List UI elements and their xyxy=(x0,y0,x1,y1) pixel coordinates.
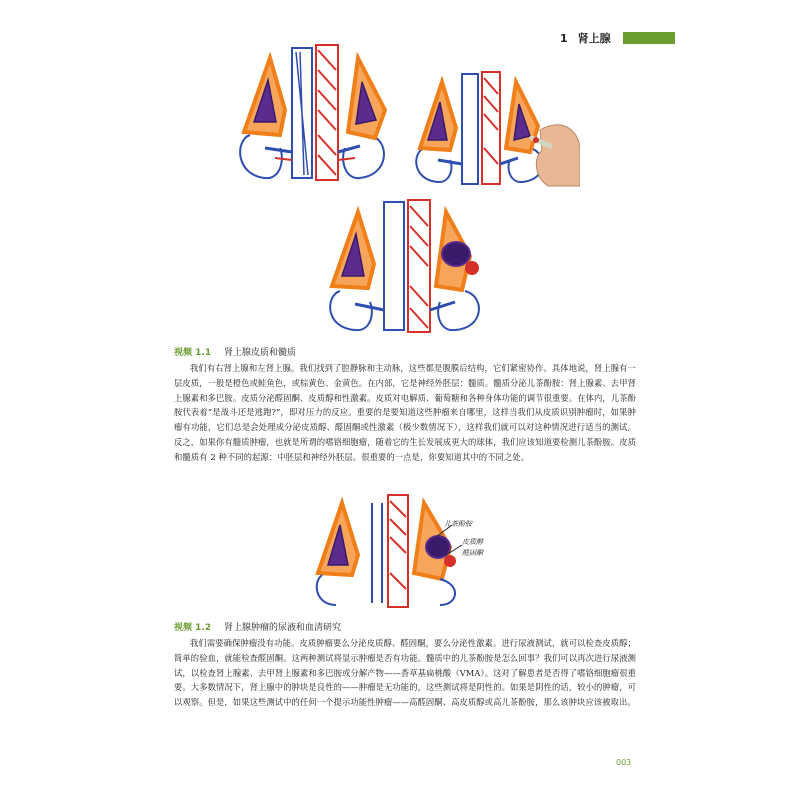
video-2-heading xyxy=(174,621,341,635)
adrenal-drawing-overview xyxy=(230,40,395,186)
chapter-accent-bar xyxy=(623,32,675,44)
video-1-title: 肾上腺皮质和髓质 xyxy=(223,348,296,358)
video-2-label: 视频 1.2 xyxy=(174,623,212,633)
adrenal-drawing-with-hand xyxy=(410,68,580,188)
adrenal-drawing-with-tumor xyxy=(320,196,490,336)
video-1-body: 我们有右肾上腺和左肾上腺。我们找到了腔静脉和主动脉，这些都是腹膜后结构，它们紧密协作。具体地说，肾上腺有一层皮质，一般是橙色或鲑鱼色，或棕黄色、金黄色。在内部，它是神经外胚层：髓质。髓质分泌儿茶酚胺：肾上腺素、去甲肾上腺素和多巴胺。皮质分泌醛固酮、皮质醇和性激素。皮质对电解质、葡萄糖和各种身体功能的调节很重要。在体内，儿茶酚胺代表着“是战斗还是逃跑?”，即对压力的反应。重要的是要知道这些肿瘤来自哪里，这样当我们从皮质识别肿瘤时，如果肿瘤有功能，它们总是会处理成分泌皮质醇、醛固酮或性激素（极少数情况下），这样我们就可以对这种情况进行适当的测试。反之，如果你有髓质肿瘤，也就是所谓的嗜铬细胞瘤，随着它的生长发展成更大的球体，我们应该知道要检测儿茶酚胺。皮质和髓质有 2 种不同的起源：中胚层和神经外胚层。很重要的一点是，你要知道其中的不同之处。 xyxy=(174,363,636,462)
video-1-heading xyxy=(174,346,296,360)
adrenal-drawing-labeled xyxy=(312,493,518,608)
label-cortisol-2: 醛固酮 xyxy=(462,549,483,557)
page-number: 003 xyxy=(616,758,632,767)
label-catecholamine: 儿茶酚胺 xyxy=(444,520,472,528)
chapter-title: 肾上腺 xyxy=(577,32,611,45)
video-1-label: 视频 1.1 xyxy=(174,348,212,358)
chapter-header xyxy=(560,30,675,46)
chapter-number: 1 xyxy=(560,31,568,45)
video-2-body: 我们需要确保肿瘤没有功能。皮质肿瘤要么分泌皮质醇、醛固酮，要么分泌性激素。进行尿液测试，就可以检查皮质醇；简单的验血，就能检查醛固酮。这两种测试将显示肿瘤是否有功能。髓质中的儿茶酚胺是怎么回事？我们可以再次进行尿液测试，以检查肾上腺素、去甲肾上腺素和多巴胺或分解产物——香草基扁桃酸（VMA）。这对了解患者是否得了嗜铬细胞瘤很重要。大多数情况下，肾上腺中的肿块是良性的——肿瘤是无功能的，这些测试将是阴性的。如果是阴性的话，较小的肿瘤，可以观察。但是，如果这些测试中的任何一个提示功能性肿瘤——高醛固酮、高皮质醇或高儿茶酚胺，那么该肿块应该被取出。 xyxy=(174,638,636,708)
video-2-title: 肾上腺肿瘤的尿液和血清研究 xyxy=(223,623,341,633)
label-cortisol-1: 皮质醇 xyxy=(462,538,483,546)
